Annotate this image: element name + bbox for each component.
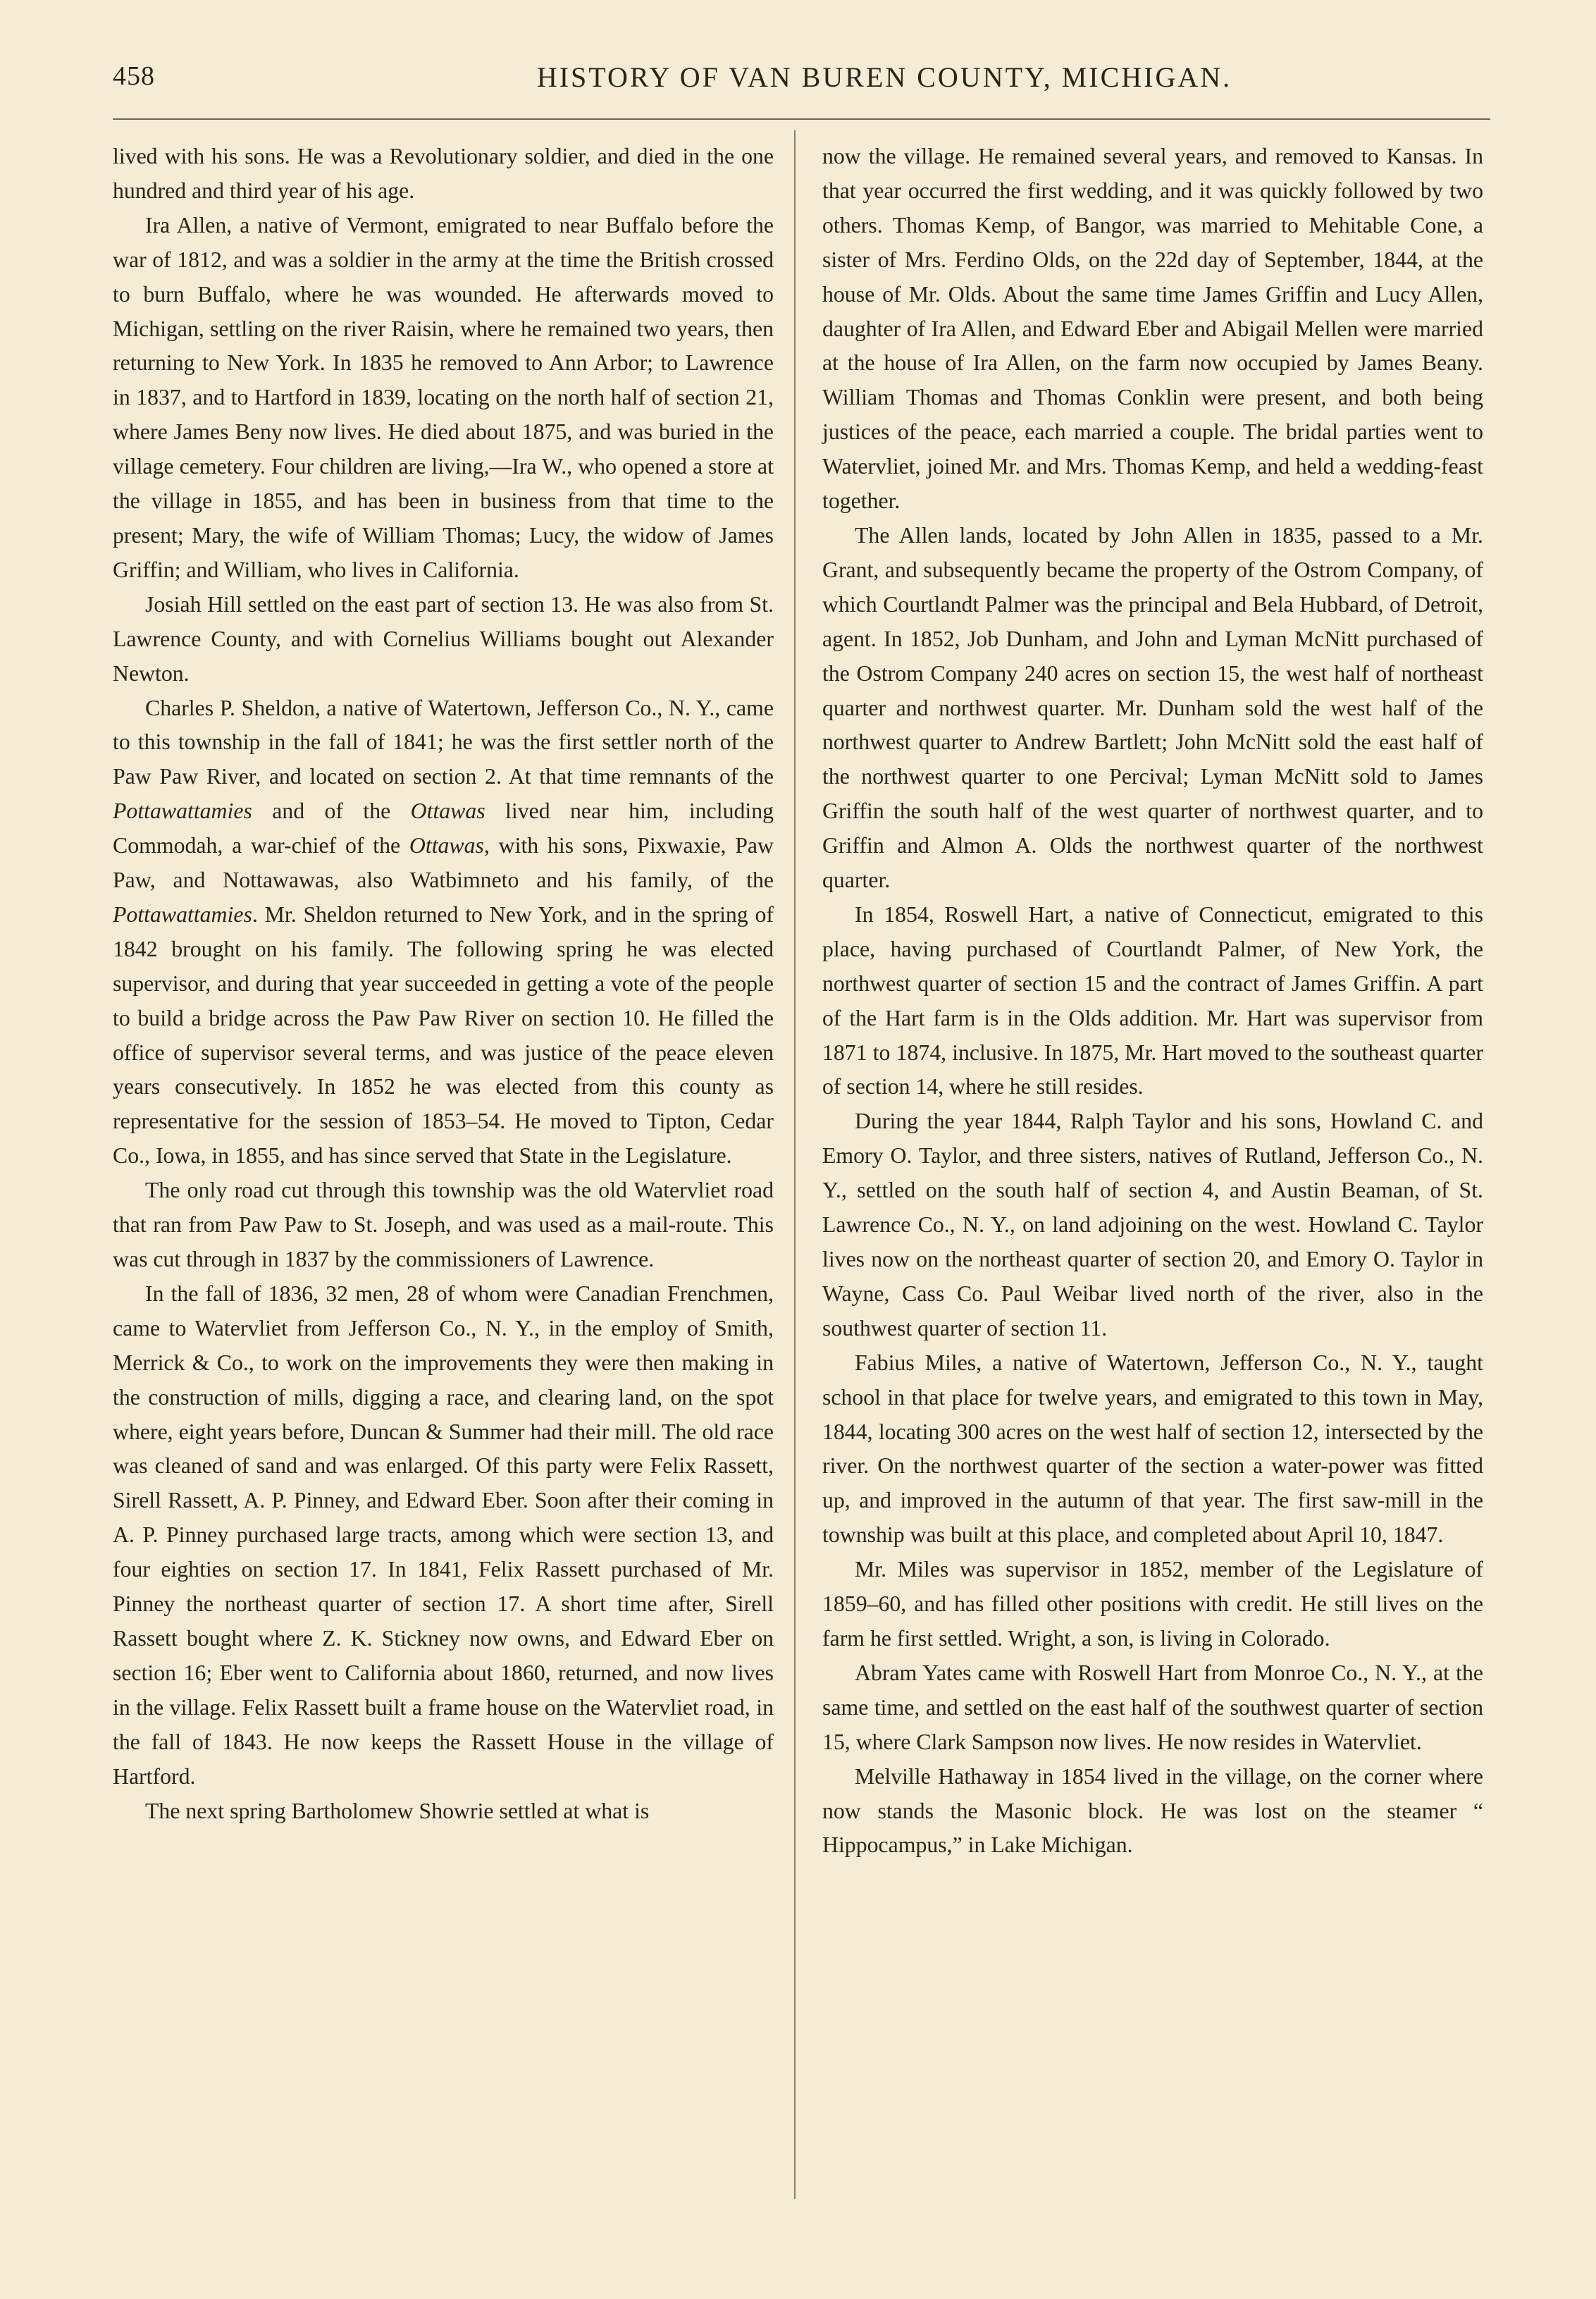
text-run: and of the [252, 799, 411, 824]
paragraph [113, 691, 774, 1174]
header-rule [113, 118, 1490, 120]
italic-text: Pottawattamies [113, 901, 252, 927]
text-run: . Mr. Sheldon returned to New York, and in the spring of 1842 brought on his family. The following spring he was elected supervisor, and during that year succeeded in getting a vote of the people to build a bridge across the Paw Paw River on section 10. He filled the office of supervisor several terms, and was justice of the peace eleven years consecutively. In 1852 he was elected from this county as representative for the session of 1853–54. He moved to Tipton, Cedar Co., Iowa, in 1855, and has since served that State in the Legislature. [113, 901, 774, 1169]
paragraph: Melville Hathaway in 1854 lived in the village, on the corner where now stands the Masonic block. He was lost on the steamer “ Hippocampus,” in Lake Michigan. [822, 1763, 1483, 1858]
right-column [822, 140, 1483, 1863]
paragraph: now the village. He remained several years, and removed to Kansas. In that year occurred the first wedding, and it was quickly followed by two others. Thomas Kemp, of Bangor, was married to Mehitable Cone, a sister of Mrs. Ferdino Olds, on the 22d day of September, 1844, at the house of Mr. Olds. About the same time James Griffin and Lucy Allen, daughter of Ira Allen, and Edward Eber and Abigail Mellen were married at the house of Ira Allen, on the farm now occupied by James Beany. William Thomas and Thomas Conklin were present, and both being justices of the peace, each married a couple. The bridal parties went to Watervliet, joined Mr. and Mrs. Thomas Kemp, and held a wedding-feast together. [822, 144, 1483, 514]
paragraph: The Allen lands, located by John Allen in 1835, passed to a Mr. Grant, and subsequently became the property of the Ostrom Company, of which Courtlandt Palmer was the principal and Bela Hubbard, of Detroit, agent. In 1852, Job Dunham, and John and Lyman McNitt purchased of the Ostrom Company 240 acres on section 15, the west half of northeast quarter and northwest quarter. Mr. Dunham sold the west half of the northwest quarter to Andrew Bartlett; John McNitt sold the east half of the northwest quarter to one Percival; Lyman McNitt sold to James Griffin the south half of the west quarter of northwest quarter, and to Griffin and Almon A. Olds the northwest quarter of the northwest quarter. [822, 522, 1483, 893]
paragraph: Ira Allen, a native of Vermont, emigrated to near Buffalo before the war of 1812, and was a soldier in the army at the time the British crossed to burn Buffalo, where he was wounded. He afterwards moved to Michigan, settling on the river Raisin, where he remained two years, then returning to New York. In 1835 he removed to Ann Arbor; to Lawrence in 1837, and to Hartford in 1839, locating on the north half of section 21, where James Beny now lives. He died about 1875, and was buried in the village cemetery. Four children are living,—Ira W., who opened a store at the village in 1855, and has been in business from that time to the present; Mary, the wife of William Thomas; Lucy, the widow of James Griffin; and William, who lives in California. [113, 212, 774, 582]
running-head [113, 61, 1490, 103]
paragraph: Mr. Miles was supervisor in 1852, member of the Legislature of 1859–60, and has filled other positions with credit. He still lives on the farm he first settled. Wright, a son, is living in Colorado. [822, 1557, 1483, 1651]
text-run: , with his sons, Pixwaxie, Paw Paw, and Nottawawas, also Watbimneto and his family, of the [113, 833, 774, 893]
paragraph: During the year 1844, Ralph Taylor and his sons, Howland C. and Emory O. Taylor, and three sisters, natives of Rutland, Jefferson Co., N. Y., settled on the south half of section 4, and Austin Beaman, of St. Lawrence Co., N. Y., on land adjoining on the west. Howland C. Taylor lives now on the northeast quarter of section 20, and Emory O. Taylor in Wayne, Cass Co. Paul Weibar lived north of the river, also in the southwest quarter of section 11. [822, 1109, 1483, 1340]
text-run: lived near him, including Commodah, a war-chief of the [113, 799, 774, 858]
paragraph: Fabius Miles, a native of Watertown, Jefferson Co., N. Y., taught school in that place for twelve years, and emigrated to this town in May, 1844, locating 300 acres on the west half of section 12, intersected by the river. On the northwest quarter of the section a water-power was fitted up, and improved in the autumn of that year. The first saw-mill in the township was built at this place, and completed about April 10, 1847. [822, 1350, 1483, 1548]
paragraph: lived with his sons. He was a Revolutionary soldier, and died in the one hundred and third year of his age. [113, 144, 774, 203]
page-number: 458 [113, 61, 155, 91]
paragraph: In the fall of 1836, 32 men, 28 of whom were Canadian Frenchmen, came to Watervliet from Jefferson Co., N. Y., in the employ of Smith, Merrick & Co., to work on the improvements they were then making in the construction of mills, digging a race, and clearing land, on the spot where, eight years before, Duncan & Summer had their mill. The old race was cleaned of sand and was enlarged. Of this party were Felix Rassett, Sirell Rassett, A. P. Pinney, and Edward Eber. Soon after their coming in A. P. Pinney purchased large tracts, among which were section 13, and four eighties on section 17. In 1841, Felix Rassett purchased of Mr. Pinney the northeast quarter of section 17. A short time after, Sirell Rassett bought where Z. K. Stickney now owns, and Edward Eber on section 16; Eber went to California about 1860, returned, and now lives in the village. Felix Rassett built a frame house on the Watervliet road, in the fall of 1843. He now keeps the Rassett House in the village of Hartford. [113, 1281, 774, 1789]
running-title: HISTORY OF VAN BUREN COUNTY, MICHIGAN. [536, 61, 1232, 93]
column-divider [794, 130, 796, 2199]
paragraph: The only road cut through this township was the old Watervliet road that ran from Paw Paw to St. Joseph, and was used as a mail-route. This was cut through in 1837 by the commissioners of Lawrence. [113, 1178, 774, 1271]
left-column [113, 140, 774, 1828]
italic-text: Ottawas [410, 799, 485, 824]
paragraph: Josiah Hill settled on the east part of section 13. He was also from St. Lawrence County, and with Cornelius Williams bought out Alexander Newton. [113, 591, 774, 686]
text-run: Charles P. Sheldon, a native of Watertown, Jefferson Co., N. Y., came to this township in the fall of 1841; he was the first settler north of the Paw Paw River, and located on section 2. At that time remnants of the [113, 695, 774, 789]
paragraph: The next spring Bartholomew Showrie settled at what is [145, 1798, 650, 1823]
italic-text: Pottawattamies [113, 799, 252, 824]
paragraph: In 1854, Roswell Hart, a native of Connecticut, emigrated to this place, having purchased of Courtlandt Palmer, of New York, the northwest quarter of section 15 and the contract of James Griffin. A part of the Hart farm is in the Olds addition. Mr. Hart was supervisor from 1871 to 1874, inclusive. In 1875, Mr. Hart moved to the southeast quarter of section 14, where he still resides. [822, 901, 1483, 1099]
paragraph: Abram Yates came with Roswell Hart from Monroe Co., N. Y., at the same time, and settled on the east half of the southwest quarter of section 15, where Clark Sampson now lives. He now resides in Watervliet. [822, 1660, 1483, 1754]
italic-text: Ottawas [409, 833, 484, 858]
